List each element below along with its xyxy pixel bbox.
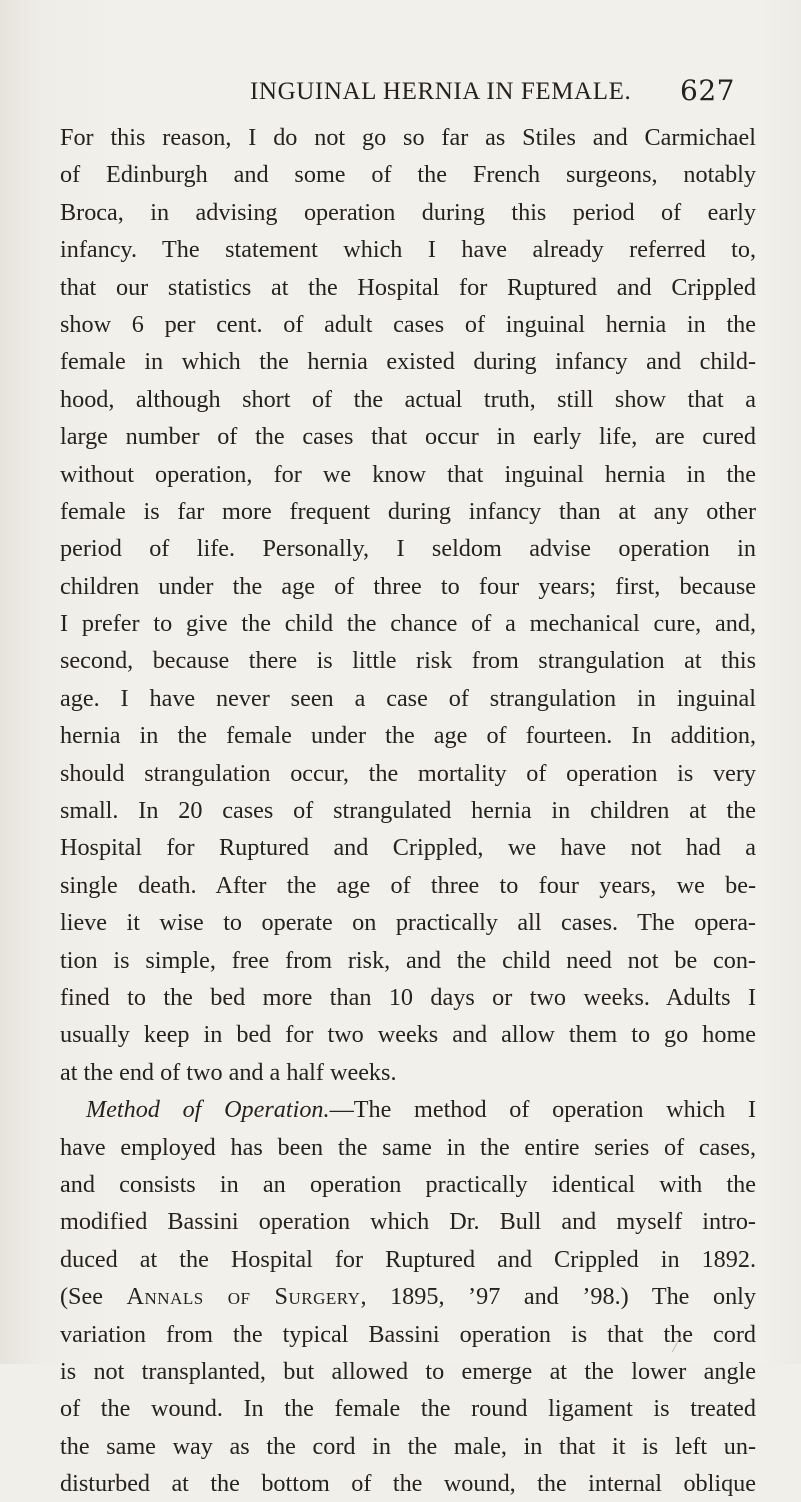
text-line: the same way as the cord in the male, in that it is left un- (60, 1432, 756, 1460)
text-line: For this reason, I do not go so far as Stiles and Carmichael (60, 124, 756, 151)
text-line: variation from the typical Bassini operation is that the cord (60, 1320, 756, 1348)
text-line: female is far more frequent during infancy than at any other (60, 497, 756, 525)
page-number: 627 (680, 74, 735, 107)
text-line: single death. After the age of three to four years, we be- (60, 871, 756, 899)
text-line: and consists in an operation practically identical with the (60, 1170, 756, 1198)
text-line: show 6 per cent. of adult cases of inguinal hernia in the (60, 310, 756, 338)
text-line: I prefer to give the child the chance of a mechanical cure, and, (60, 610, 756, 638)
text-line: of the wound. In the female the round ligament is treated (60, 1395, 756, 1423)
text-line: small. In 20 cases of strangulated hernia in children at the (60, 797, 756, 825)
text-line: have employed has been the same in the entire series of cases, (60, 1133, 756, 1161)
text-line: period of life. Personally, I seldom advise operation in (60, 535, 756, 563)
text-line: infancy. The statement which I have already referred to, (60, 236, 756, 264)
text-line: at the end of two and a half weeks. (60, 1058, 397, 1086)
text-line: duced at the Hospital for Ruptured and Crippled in 1892. (60, 1245, 756, 1273)
text-line: female in which the hernia existed during infancy and child- (60, 348, 756, 376)
text-line: hernia in the female under the age of fourteen. In addition, (60, 722, 756, 750)
text-line: Hospital for Ruptured and Crippled, we have not had a (60, 834, 756, 862)
citation-close: , 1895, ’97 and ’98.) The only (360, 1283, 756, 1311)
method-paragraph-first-line (60, 1091, 756, 1128)
text-line: without operation, for we know that inguinal hernia in the (60, 460, 756, 488)
body-text (60, 119, 756, 1502)
text-line: is not transplanted, but allowed to emerge at the lower angle (60, 1357, 756, 1385)
text-line: modified Bassini operation which Dr. Bull and myself intro- (60, 1208, 756, 1236)
running-head: INGUINAL HERNIA IN FEMALE. (250, 78, 632, 105)
text-line: fined to the bed more than 10 days or two weeks. Adults I (60, 983, 756, 1011)
method-line-text: —The method of operation which I (329, 1096, 756, 1124)
text-line: usually keep in bed for two weeks and allow them to go home (60, 1021, 756, 1049)
text-line: disturbed at the bottom of the wound, the internal oblique (60, 1470, 756, 1498)
text-line: large number of the cases that occur in early life, are cured (60, 423, 756, 451)
text-line: age. I have never seen a case of strangulation in inguinal (60, 684, 756, 712)
text-line: lieve it wise to operate on practically all cases. The opera- (60, 909, 756, 937)
text-line: hood, although short of the actual truth, still show that a (60, 385, 756, 413)
text-line: Broca, in advising operation during this period of early (60, 198, 756, 226)
text-line: tion is simple, free from risk, and the child need not be con- (60, 946, 756, 974)
method-heading: Method of Operation. (86, 1096, 330, 1124)
journal-title: Annals of Surgery (126, 1283, 361, 1311)
citation-open: (See (60, 1283, 127, 1311)
text-line: children under the age of three to four years; first, because (60, 572, 756, 600)
text-line: second, because there is little risk from strangulation at this (60, 647, 756, 675)
text-line: that our statistics at the Hospital for Ruptured and Crippled (60, 273, 756, 301)
text-line: of Edinburgh and some of the French surgeons, notably (60, 161, 756, 189)
citation-line (60, 1278, 756, 1315)
text-line: should strangulation occur, the mortality of operation is very (60, 759, 756, 787)
